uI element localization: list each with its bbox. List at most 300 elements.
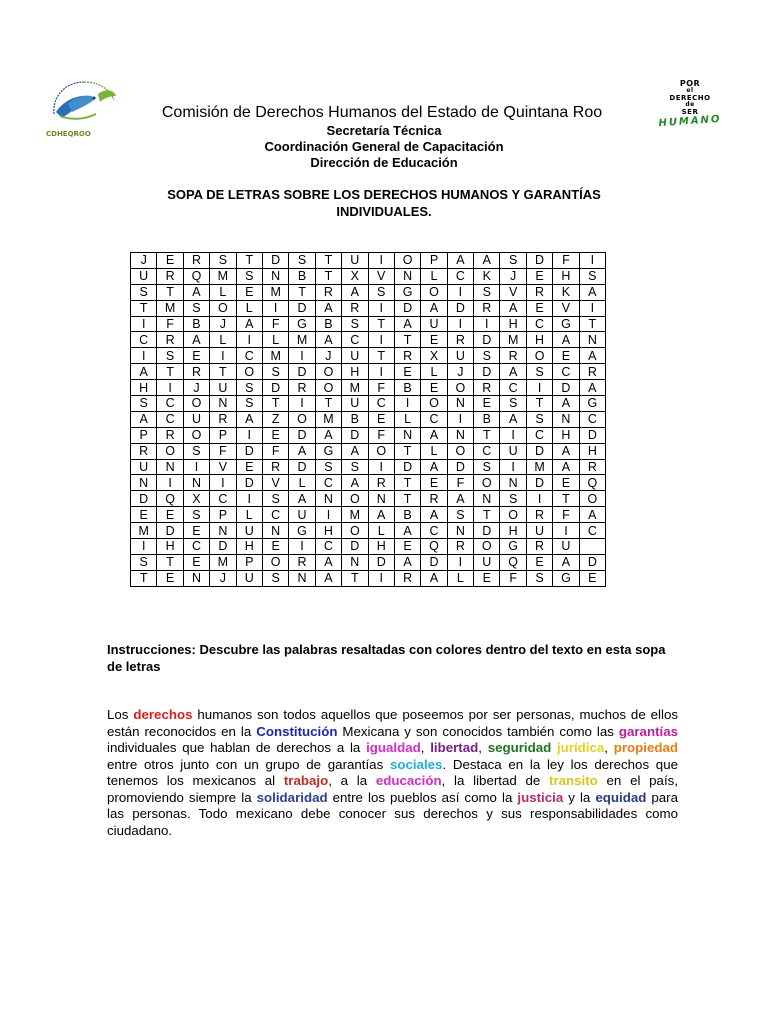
grid-cell[interactable]: E [579, 570, 605, 586]
grid-cell[interactable]: I [368, 459, 394, 475]
grid-cell[interactable]: E [236, 284, 262, 300]
grid-cell[interactable]: E [157, 253, 183, 269]
grid-cell[interactable]: R [157, 332, 183, 348]
grid-cell[interactable]: I [157, 475, 183, 491]
grid-cell[interactable]: C [315, 475, 341, 491]
grid-cell[interactable]: N [368, 491, 394, 507]
grid-cell[interactable]: F [500, 570, 526, 586]
grid-cell[interactable]: I [289, 348, 315, 364]
grid-cell[interactable]: T [553, 491, 579, 507]
grid-cell[interactable]: U [526, 523, 552, 539]
grid-cell[interactable]: O [421, 396, 447, 412]
grid-cell[interactable]: D [342, 539, 368, 555]
grid-cell[interactable]: F [553, 253, 579, 269]
grid-cell[interactable]: H [342, 364, 368, 380]
grid-cell[interactable]: A [315, 554, 341, 570]
grid-cell[interactable]: E [474, 396, 500, 412]
grid-cell[interactable]: H [315, 523, 341, 539]
grid-cell[interactable]: E [236, 459, 262, 475]
grid-cell[interactable]: R [394, 348, 420, 364]
grid-cell[interactable]: R [289, 380, 315, 396]
grid-cell[interactable]: H [553, 268, 579, 284]
grid-cell[interactable]: E [526, 300, 552, 316]
grid-cell[interactable]: V [262, 475, 288, 491]
grid-cell[interactable]: S [236, 380, 262, 396]
grid-cell[interactable]: F [553, 507, 579, 523]
grid-cell[interactable]: O [500, 507, 526, 523]
grid-cell[interactable]: S [342, 316, 368, 332]
grid-cell[interactable]: X [421, 348, 447, 364]
grid-cell[interactable]: D [289, 300, 315, 316]
grid-cell[interactable]: M [289, 332, 315, 348]
grid-cell[interactable]: I [368, 332, 394, 348]
grid-cell[interactable]: T [394, 443, 420, 459]
grid-cell[interactable]: S [131, 554, 157, 570]
grid-cell[interactable]: S [236, 396, 262, 412]
grid-cell[interactable]: O [289, 411, 315, 427]
grid-cell[interactable]: H [500, 523, 526, 539]
grid-cell[interactable]: S [368, 284, 394, 300]
grid-cell[interactable]: J [210, 316, 236, 332]
grid-cell[interactable]: L [262, 332, 288, 348]
grid-cell[interactable]: S [262, 491, 288, 507]
grid-cell[interactable]: C [500, 380, 526, 396]
grid-cell[interactable]: G [500, 539, 526, 555]
grid-cell[interactable]: I [236, 427, 262, 443]
grid-cell[interactable]: I [289, 396, 315, 412]
grid-cell[interactable]: N [447, 427, 473, 443]
grid-cell[interactable]: J [500, 268, 526, 284]
grid-cell[interactable]: I [157, 380, 183, 396]
grid-cell[interactable]: S [500, 491, 526, 507]
grid-cell[interactable]: T [394, 475, 420, 491]
grid-cell[interactable]: S [474, 459, 500, 475]
grid-cell[interactable]: C [236, 348, 262, 364]
grid-cell[interactable]: C [157, 396, 183, 412]
grid-cell[interactable]: E [157, 570, 183, 586]
grid-cell[interactable]: O [447, 380, 473, 396]
grid-cell[interactable]: B [342, 411, 368, 427]
grid-cell[interactable]: L [236, 507, 262, 523]
grid-cell[interactable]: N [262, 523, 288, 539]
grid-cell[interactable]: U [236, 523, 262, 539]
grid-cell[interactable]: R [210, 411, 236, 427]
grid-cell[interactable]: L [421, 443, 447, 459]
grid-cell[interactable]: R [183, 253, 209, 269]
grid-cell[interactable]: R [447, 332, 473, 348]
grid-cell[interactable]: O [315, 380, 341, 396]
grid-cell[interactable]: C [157, 411, 183, 427]
grid-cell[interactable]: U [131, 459, 157, 475]
grid-cell[interactable]: A [183, 284, 209, 300]
grid-cell[interactable]: R [368, 475, 394, 491]
grid-cell[interactable]: Q [183, 268, 209, 284]
grid-cell[interactable]: M [500, 332, 526, 348]
grid-cell[interactable]: T [315, 253, 341, 269]
grid-cell[interactable]: I [131, 316, 157, 332]
grid-cell[interactable]: E [421, 380, 447, 396]
grid-cell[interactable]: A [289, 443, 315, 459]
grid-cell[interactable]: D [236, 443, 262, 459]
grid-cell[interactable]: D [394, 459, 420, 475]
grid-cell[interactable]: R [474, 300, 500, 316]
grid-cell[interactable]: L [421, 268, 447, 284]
grid-cell[interactable]: D [289, 459, 315, 475]
grid-cell[interactable]: P [210, 507, 236, 523]
grid-cell[interactable]: M [210, 554, 236, 570]
grid-cell[interactable]: I [526, 491, 552, 507]
grid-cell[interactable]: C [315, 539, 341, 555]
grid-cell[interactable]: C [368, 396, 394, 412]
grid-cell[interactable]: R [157, 427, 183, 443]
grid-cell[interactable]: C [342, 332, 368, 348]
grid-cell[interactable]: R [289, 554, 315, 570]
grid-cell[interactable]: U [447, 348, 473, 364]
grid-cell[interactable]: M [342, 380, 368, 396]
grid-cell[interactable]: N [474, 491, 500, 507]
grid-cell[interactable]: D [474, 332, 500, 348]
grid-cell[interactable]: D [262, 253, 288, 269]
grid-cell[interactable]: R [579, 459, 605, 475]
grid-cell[interactable]: E [157, 507, 183, 523]
grid-cell[interactable]: I [131, 539, 157, 555]
grid-cell[interactable]: J [210, 570, 236, 586]
grid-cell[interactable]: D [526, 475, 552, 491]
grid-cell[interactable]: M [315, 411, 341, 427]
grid-cell[interactable]: A [421, 300, 447, 316]
grid-cell[interactable]: T [262, 396, 288, 412]
grid-cell[interactable]: Q [579, 475, 605, 491]
grid-cell[interactable]: B [394, 380, 420, 396]
grid-cell[interactable]: N [447, 396, 473, 412]
grid-cell[interactable]: Q [157, 491, 183, 507]
grid-cell[interactable]: I [579, 300, 605, 316]
grid-cell[interactable]: A [131, 411, 157, 427]
grid-cell[interactable]: R [342, 300, 368, 316]
grid-cell[interactable]: O [368, 443, 394, 459]
grid-cell[interactable]: G [289, 316, 315, 332]
grid-cell[interactable]: P [421, 253, 447, 269]
grid-cell[interactable]: H [368, 539, 394, 555]
grid-cell[interactable]: H [131, 380, 157, 396]
grid-cell[interactable]: T [157, 284, 183, 300]
grid-cell[interactable]: I [447, 411, 473, 427]
grid-cell[interactable]: T [394, 491, 420, 507]
grid-cell[interactable]: D [157, 523, 183, 539]
grid-cell[interactable]: D [342, 427, 368, 443]
grid-cell[interactable]: D [289, 364, 315, 380]
grid-cell[interactable]: B [474, 411, 500, 427]
grid-cell[interactable]: I [579, 253, 605, 269]
grid-cell[interactable]: E [394, 364, 420, 380]
grid-cell[interactable]: C [183, 539, 209, 555]
grid-cell[interactable]: N [394, 268, 420, 284]
grid-cell[interactable]: O [315, 364, 341, 380]
grid-cell[interactable]: N [394, 427, 420, 443]
grid-cell[interactable]: C [447, 268, 473, 284]
grid-cell[interactable]: A [579, 380, 605, 396]
grid-cell[interactable]: N [315, 491, 341, 507]
grid-cell[interactable]: F [157, 316, 183, 332]
grid-cell[interactable]: A [421, 459, 447, 475]
grid-cell[interactable]: G [553, 316, 579, 332]
grid-cell[interactable]: N [447, 523, 473, 539]
grid-cell[interactable]: I [447, 554, 473, 570]
grid-cell[interactable]: O [394, 253, 420, 269]
grid-cell[interactable]: S [526, 570, 552, 586]
grid-cell[interactable]: O [183, 396, 209, 412]
grid-cell[interactable]: C [526, 427, 552, 443]
grid-cell[interactable]: V [553, 300, 579, 316]
grid-cell[interactable]: A [394, 316, 420, 332]
grid-cell[interactable]: A [315, 300, 341, 316]
grid-cell[interactable]: T [526, 396, 552, 412]
grid-cell[interactable]: R [394, 570, 420, 586]
grid-cell[interactable]: N [183, 570, 209, 586]
grid-cell[interactable]: T [131, 570, 157, 586]
grid-cell[interactable]: A [447, 253, 473, 269]
grid-cell[interactable]: S [131, 284, 157, 300]
grid-cell[interactable]: A [553, 459, 579, 475]
grid-cell[interactable]: G [553, 570, 579, 586]
grid-cell[interactable]: D [262, 380, 288, 396]
grid-cell[interactable]: T [368, 348, 394, 364]
grid-cell[interactable]: A [236, 411, 262, 427]
grid-cell[interactable]: F [262, 443, 288, 459]
grid-cell[interactable]: A [131, 364, 157, 380]
grid-cell[interactable]: I [262, 300, 288, 316]
grid-cell[interactable]: L [210, 332, 236, 348]
grid-cell[interactable]: L [368, 523, 394, 539]
grid-cell[interactable]: A [368, 507, 394, 523]
grid-cell[interactable]: V [500, 284, 526, 300]
grid-cell[interactable]: I [210, 348, 236, 364]
grid-cell[interactable]: S [474, 284, 500, 300]
grid-cell[interactable]: J [131, 253, 157, 269]
grid-cell[interactable]: A [315, 332, 341, 348]
grid-cell[interactable]: A [553, 332, 579, 348]
grid-cell[interactable]: Q [421, 539, 447, 555]
grid-cell[interactable]: L [210, 284, 236, 300]
grid-cell[interactable]: E [183, 554, 209, 570]
grid-cell[interactable]: D [447, 459, 473, 475]
grid-cell[interactable]: S [157, 348, 183, 364]
grid-cell[interactable]: I [368, 570, 394, 586]
grid-cell[interactable]: V [210, 459, 236, 475]
grid-cell[interactable]: D [579, 427, 605, 443]
grid-cell[interactable]: D [368, 554, 394, 570]
grid-cell[interactable]: B [289, 268, 315, 284]
grid-cell[interactable]: I [526, 380, 552, 396]
grid-cell[interactable]: C [526, 316, 552, 332]
grid-cell[interactable]: N [579, 332, 605, 348]
grid-cell[interactable]: V [368, 268, 394, 284]
grid-cell[interactable]: U [210, 380, 236, 396]
grid-cell[interactable]: O [579, 491, 605, 507]
grid-cell[interactable]: Q [500, 554, 526, 570]
grid-cell[interactable]: I [236, 491, 262, 507]
grid-cell[interactable]: E [421, 475, 447, 491]
grid-cell[interactable]: C [579, 523, 605, 539]
grid-cell[interactable]: A [236, 316, 262, 332]
grid-cell[interactable]: J [183, 380, 209, 396]
grid-cell[interactable]: E [183, 348, 209, 364]
grid-cell[interactable]: S [447, 507, 473, 523]
grid-cell[interactable]: N [131, 475, 157, 491]
grid-cell[interactable]: T [131, 300, 157, 316]
grid-cell[interactable]: M [526, 459, 552, 475]
grid-cell[interactable]: J [315, 348, 341, 364]
grid-cell[interactable]: L [447, 570, 473, 586]
grid-cell[interactable]: A [315, 570, 341, 586]
grid-cell[interactable]: D [447, 300, 473, 316]
grid-cell[interactable]: N [210, 396, 236, 412]
grid-cell[interactable]: O [236, 364, 262, 380]
grid-cell[interactable]: A [579, 507, 605, 523]
grid-cell[interactable]: U [342, 253, 368, 269]
grid-cell[interactable]: S [500, 253, 526, 269]
grid-cell[interactable]: T [394, 332, 420, 348]
grid-cell[interactable]: G [394, 284, 420, 300]
grid-cell[interactable]: A [342, 475, 368, 491]
grid-cell[interactable]: I [315, 507, 341, 523]
grid-cell[interactable]: I [500, 427, 526, 443]
grid-cell[interactable]: R [315, 284, 341, 300]
grid-cell[interactable]: O [421, 284, 447, 300]
grid-cell[interactable]: H [553, 427, 579, 443]
grid-cell[interactable]: T [157, 554, 183, 570]
grid-cell[interactable]: C [421, 523, 447, 539]
grid-cell[interactable]: I [553, 523, 579, 539]
grid-cell[interactable]: L [394, 411, 420, 427]
grid-cell[interactable]: A [342, 284, 368, 300]
grid-cell[interactable]: O [183, 427, 209, 443]
grid-cell[interactable]: C [474, 443, 500, 459]
grid-cell[interactable]: H [236, 539, 262, 555]
grid-cell[interactable]: U [342, 396, 368, 412]
grid-cell[interactable]: S [210, 253, 236, 269]
grid-cell[interactable]: A [447, 491, 473, 507]
grid-cell[interactable]: E [394, 539, 420, 555]
grid-cell[interactable]: A [553, 554, 579, 570]
grid-cell[interactable]: N [289, 570, 315, 586]
grid-cell[interactable]: U [474, 554, 500, 570]
grid-cell[interactable]: L [421, 364, 447, 380]
grid-cell[interactable]: A [342, 443, 368, 459]
grid-cell[interactable]: E [368, 411, 394, 427]
grid-cell[interactable]: U [342, 348, 368, 364]
grid-cell[interactable]: A [500, 364, 526, 380]
grid-cell[interactable]: D [553, 380, 579, 396]
grid-cell[interactable]: E [526, 268, 552, 284]
grid-cell[interactable]: S [526, 411, 552, 427]
grid-cell[interactable]: O [262, 554, 288, 570]
grid-cell[interactable]: X [342, 268, 368, 284]
grid-cell[interactable]: D [421, 554, 447, 570]
grid-cell[interactable]: I [131, 348, 157, 364]
grid-cell[interactable]: I [474, 316, 500, 332]
grid-cell[interactable]: H [157, 539, 183, 555]
grid-cell[interactable]: R [157, 268, 183, 284]
grid-cell[interactable]: A [421, 507, 447, 523]
grid-cell[interactable]: M [342, 507, 368, 523]
grid-cell[interactable]: R [474, 380, 500, 396]
grid-cell[interactable]: M [131, 523, 157, 539]
grid-cell[interactable]: A [553, 443, 579, 459]
grid-cell[interactable]: B [315, 316, 341, 332]
grid-cell[interactable]: X [183, 491, 209, 507]
grid-cell[interactable]: T [579, 316, 605, 332]
grid-cell[interactable]: G [315, 443, 341, 459]
grid-cell[interactable]: I [394, 396, 420, 412]
grid-cell[interactable]: P [210, 427, 236, 443]
grid-cell[interactable]: A [289, 491, 315, 507]
grid-cell[interactable]: U [183, 411, 209, 427]
grid-cell[interactable]: S [579, 268, 605, 284]
grid-cell[interactable]: A [421, 427, 447, 443]
grid-cell[interactable]: R [131, 443, 157, 459]
grid-cell[interactable]: D [131, 491, 157, 507]
grid-cell[interactable]: O [342, 523, 368, 539]
grid-cell[interactable]: I [183, 459, 209, 475]
grid-cell[interactable]: R [526, 507, 552, 523]
grid-cell[interactable]: S [183, 443, 209, 459]
grid-cell[interactable]: S [183, 507, 209, 523]
grid-cell[interactable]: G [289, 523, 315, 539]
grid-cell[interactable]: S [342, 459, 368, 475]
grid-cell[interactable]: R [262, 459, 288, 475]
grid-cell[interactable]: N [210, 523, 236, 539]
grid-cell[interactable]: A [394, 523, 420, 539]
grid-cell[interactable]: T [315, 268, 341, 284]
grid-cell[interactable]: C [553, 364, 579, 380]
grid-cell[interactable]: T [474, 427, 500, 443]
grid-cell[interactable]: E [183, 523, 209, 539]
grid-cell[interactable]: H [526, 332, 552, 348]
grid-cell[interactable]: P [131, 427, 157, 443]
grid-cell[interactable]: S [131, 396, 157, 412]
grid-cell[interactable]: D [210, 539, 236, 555]
grid-cell[interactable]: D [526, 253, 552, 269]
grid-cell[interactable]: D [526, 443, 552, 459]
grid-cell[interactable]: F [447, 475, 473, 491]
grid-cell[interactable]: O [526, 348, 552, 364]
grid-cell[interactable]: I [368, 364, 394, 380]
grid-cell[interactable]: A [394, 554, 420, 570]
grid-cell[interactable] [579, 539, 605, 555]
grid-cell[interactable]: K [553, 284, 579, 300]
grid-cell[interactable]: Z [262, 411, 288, 427]
grid-cell[interactable]: I [447, 316, 473, 332]
grid-cell[interactable]: D [474, 523, 500, 539]
grid-cell[interactable]: D [236, 475, 262, 491]
grid-cell[interactable]: C [131, 332, 157, 348]
grid-cell[interactable]: I [236, 332, 262, 348]
grid-cell[interactable]: A [579, 348, 605, 364]
grid-cell[interactable]: E [421, 332, 447, 348]
grid-cell[interactable]: M [157, 300, 183, 316]
grid-cell[interactable]: U [236, 570, 262, 586]
grid-cell[interactable]: O [474, 475, 500, 491]
grid-cell[interactable]: C [421, 411, 447, 427]
grid-cell[interactable]: N [342, 554, 368, 570]
grid-cell[interactable]: U [289, 507, 315, 523]
grid-cell[interactable]: D [289, 427, 315, 443]
grid-cell[interactable]: I [368, 253, 394, 269]
grid-cell[interactable]: O [447, 443, 473, 459]
grid-cell[interactable]: H [579, 443, 605, 459]
grid-cell[interactable]: C [579, 411, 605, 427]
